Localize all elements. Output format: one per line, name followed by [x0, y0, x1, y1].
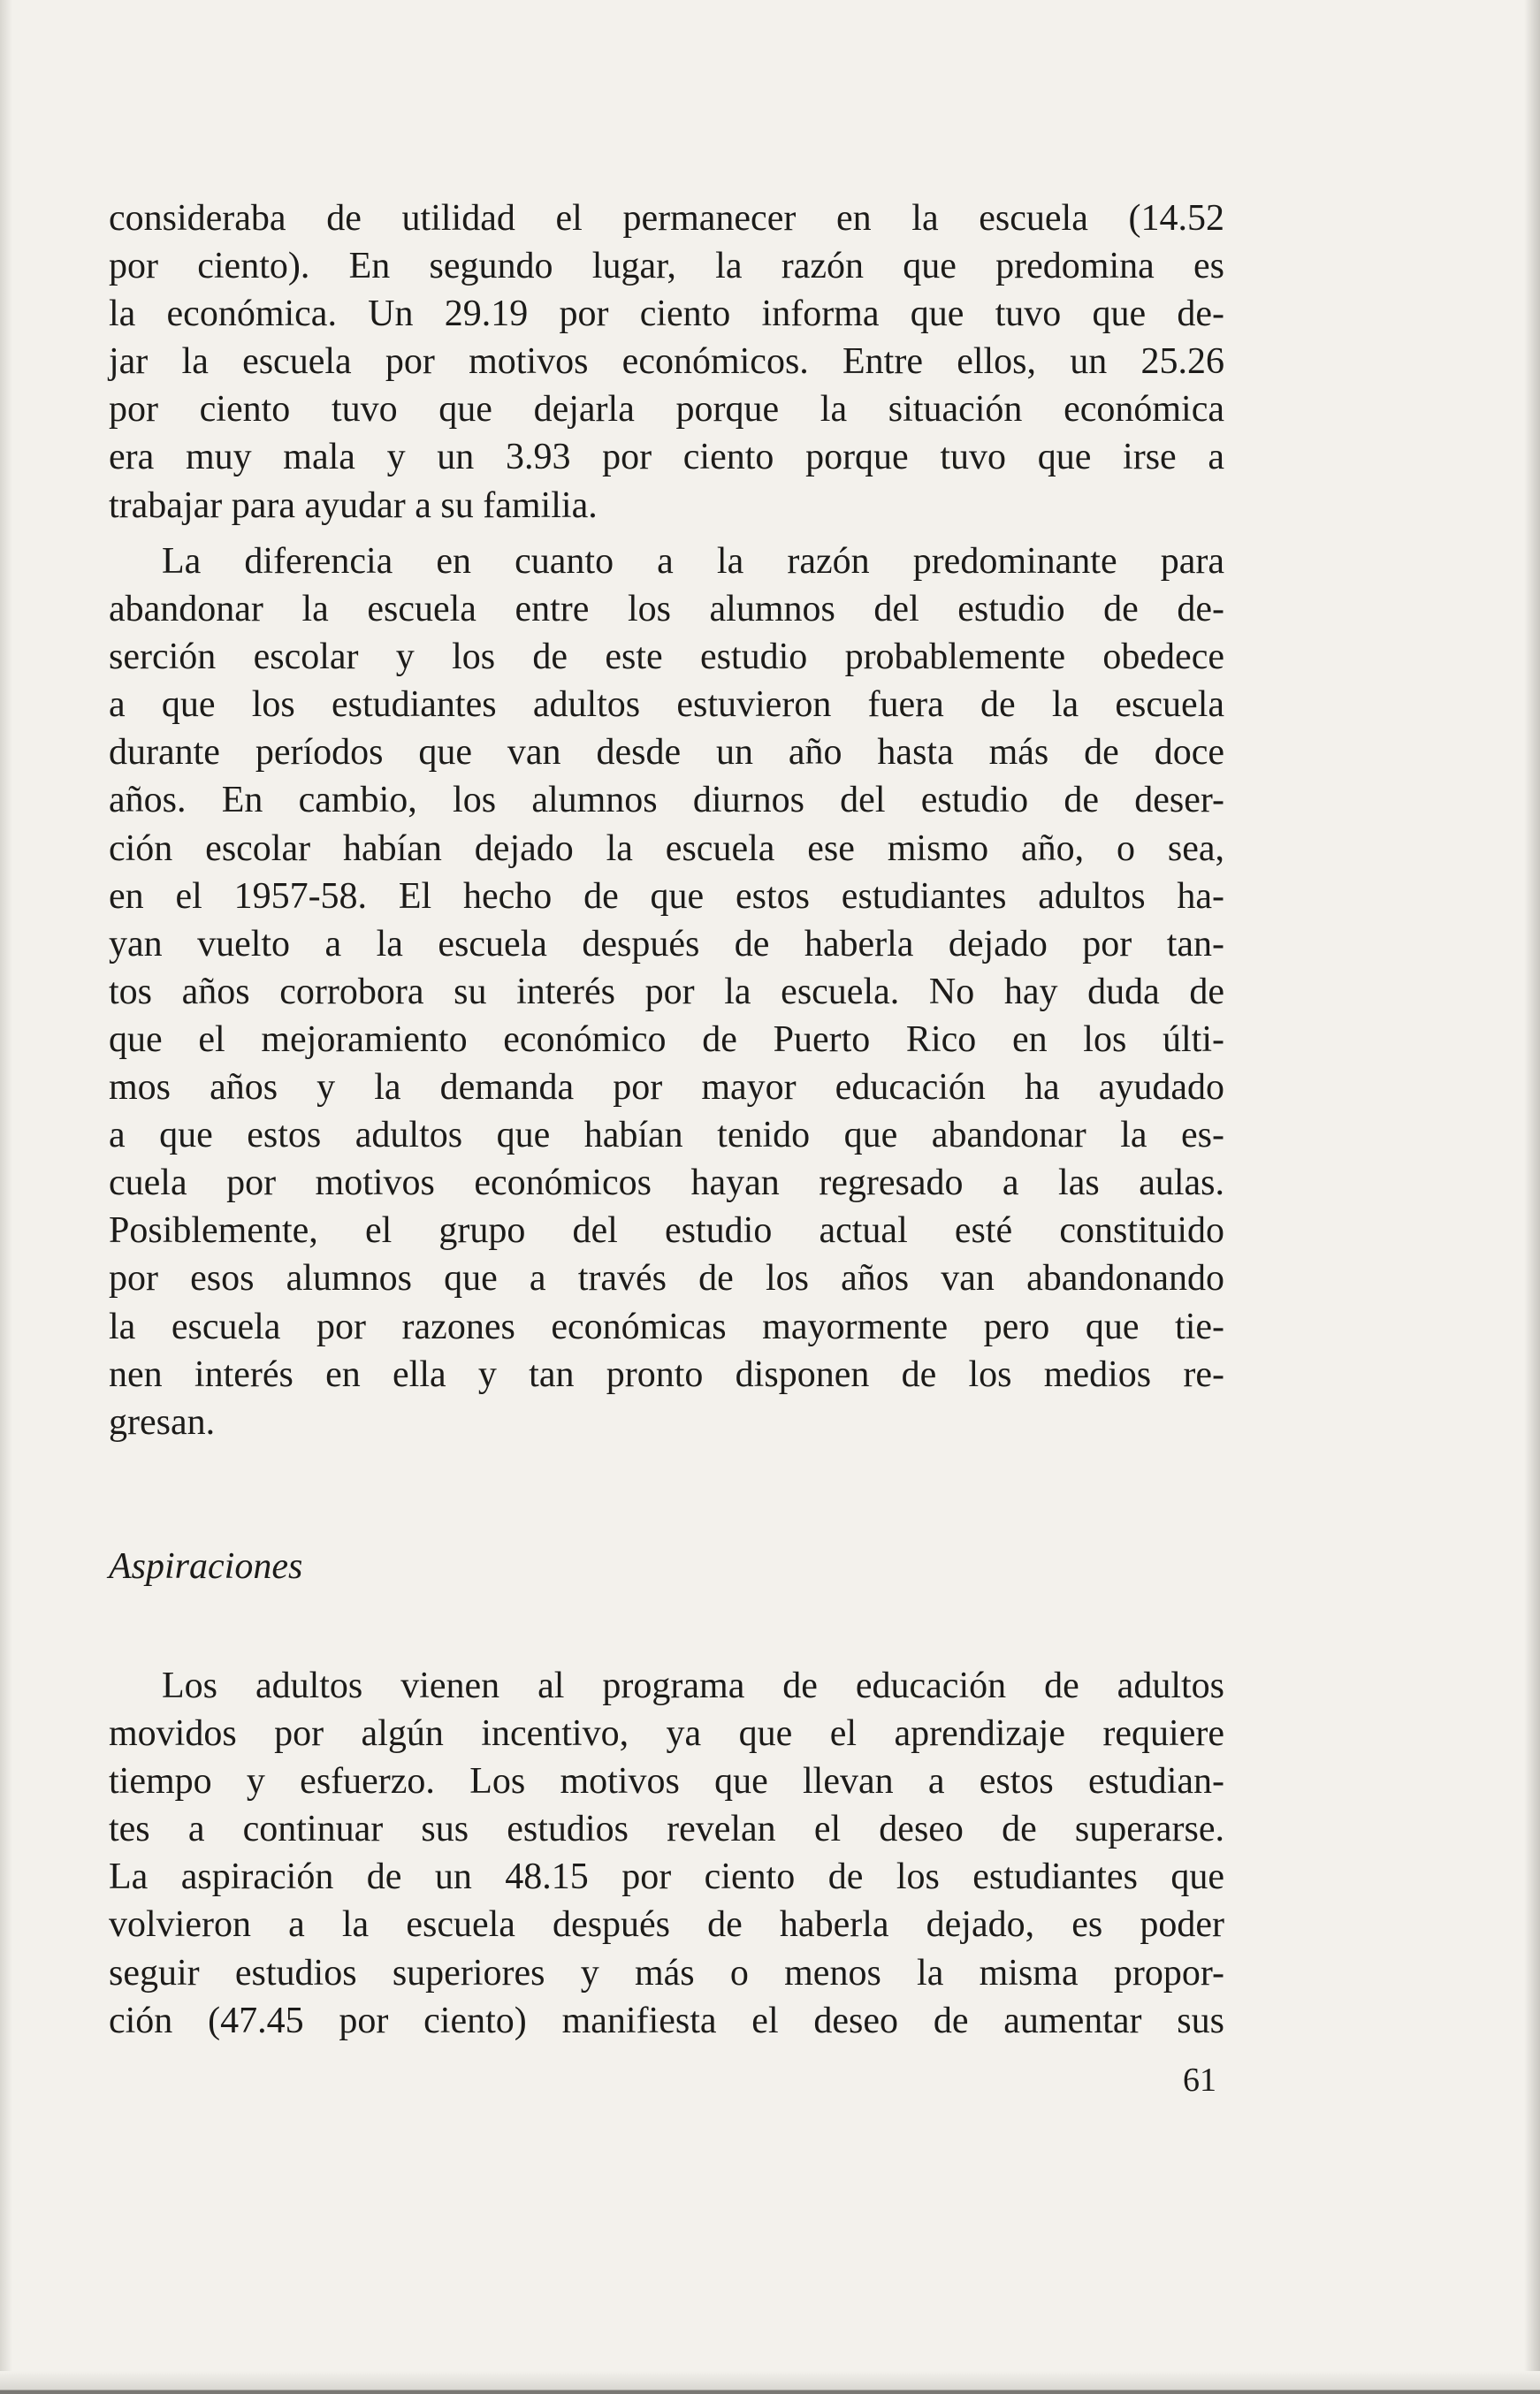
text-line: que el mejoramiento económico de Puerto Rico en los últi- [109, 1018, 1224, 1060]
text-line: la económica. Un 29.19 por ciento informa que tuvo que de- [109, 294, 1224, 335]
paragraph-aspirations [109, 1662, 1224, 2045]
text-line: tos años corrobora su interés por la escuela. No hay duda de [109, 971, 1224, 1012]
paragraph-continued [109, 194, 1224, 530]
text-line: volvieron a la escuela después de haberla dejado, es poder [109, 1904, 1224, 1946]
text-line: por esos alumnos que a través de los años van abandonando [109, 1258, 1224, 1300]
text-line: la escuela por razones económicas mayormente pero que tie- [109, 1306, 1224, 1347]
text-line: a que los estudiantes adultos estuvieron fuera de la escuela [109, 684, 1224, 726]
text-line: Los adultos vienen al programa de educación de adultos [162, 1666, 1224, 1706]
text-line: La aspiración de un 48.15 por ciento de los estudiantes que [109, 1856, 1224, 1898]
text-line: Posiblemente, el grupo del estudio actual esté constituido [109, 1210, 1224, 1252]
text-line: años. En cambio, los alumnos diurnos del estudio de deser- [109, 780, 1224, 821]
text-line: La diferencia en cuanto a la razón predominante para [162, 541, 1224, 582]
page-edge-left [0, 0, 12, 2394]
text-line: consideraba de utilidad el permanecer en la escuela (14.52 [109, 198, 1224, 239]
text-line: jar la escuela por motivos económicos. Entre ellos, un 25.26 [109, 341, 1224, 383]
text-line: yan vuelto a la escuela después de haberla dejado por tan- [109, 923, 1224, 964]
text-line: tes a continuar sus estudios revelan el deseo de superarse. [109, 1809, 1224, 1850]
page-edge-right [1524, 0, 1540, 2394]
text-line: nen interés en ella y tan pronto disponen de los medios re- [109, 1353, 1224, 1395]
text-line: serción escolar y los de este estudio probablemente obedece [109, 637, 1224, 678]
text-line: seguir estudios superiores y más o menos la misma propor- [109, 1952, 1224, 1994]
section-heading: Aspiraciones [109, 1546, 303, 1587]
text-line: movidos por algún incentivo, ya que el aprendizaje requiere [109, 1713, 1224, 1755]
text-line: era muy mala y un 3.93 por ciento porque tuvo que irse a [109, 437, 1224, 478]
page-number: 61 [1183, 2062, 1216, 2099]
text-line: trabajar para ayudar a su familia. [109, 484, 598, 526]
text-line: en el 1957-58. El hecho de que estos estudiantes adultos ha- [109, 875, 1224, 917]
paragraph-difference [109, 538, 1224, 1446]
text-line: mos años y la demanda por mayor educación ha ayudado [109, 1067, 1224, 1109]
text-line: cuela por motivos económicos hayan regresado a las aulas. [109, 1163, 1224, 1204]
text-line: abandonar la escuela entre los alumnos del estudio de de- [109, 589, 1224, 630]
text-line: durante períodos que van desde un año hasta más de doce [109, 732, 1224, 774]
text-line: gresan. [109, 1401, 216, 1443]
page-edge-bottom [0, 2371, 1540, 2394]
text-line: tiempo y esfuerzo. Los motivos que llevan a estos estudian- [109, 1761, 1224, 1803]
text-line: por ciento tuvo que dejarla porque la situación económica [109, 389, 1224, 431]
text-line: ción (47.45 por ciento) manifiesta el deseo de aumentar sus [109, 2000, 1224, 2041]
text-line: ción escolar habían dejado la escuela ese mismo año, o sea, [109, 827, 1224, 869]
text-line: a que estos adultos que habían tenido que abandonar la es- [109, 1115, 1224, 1156]
text-line: por ciento). En segundo lugar, la razón que predomina es [109, 246, 1224, 287]
